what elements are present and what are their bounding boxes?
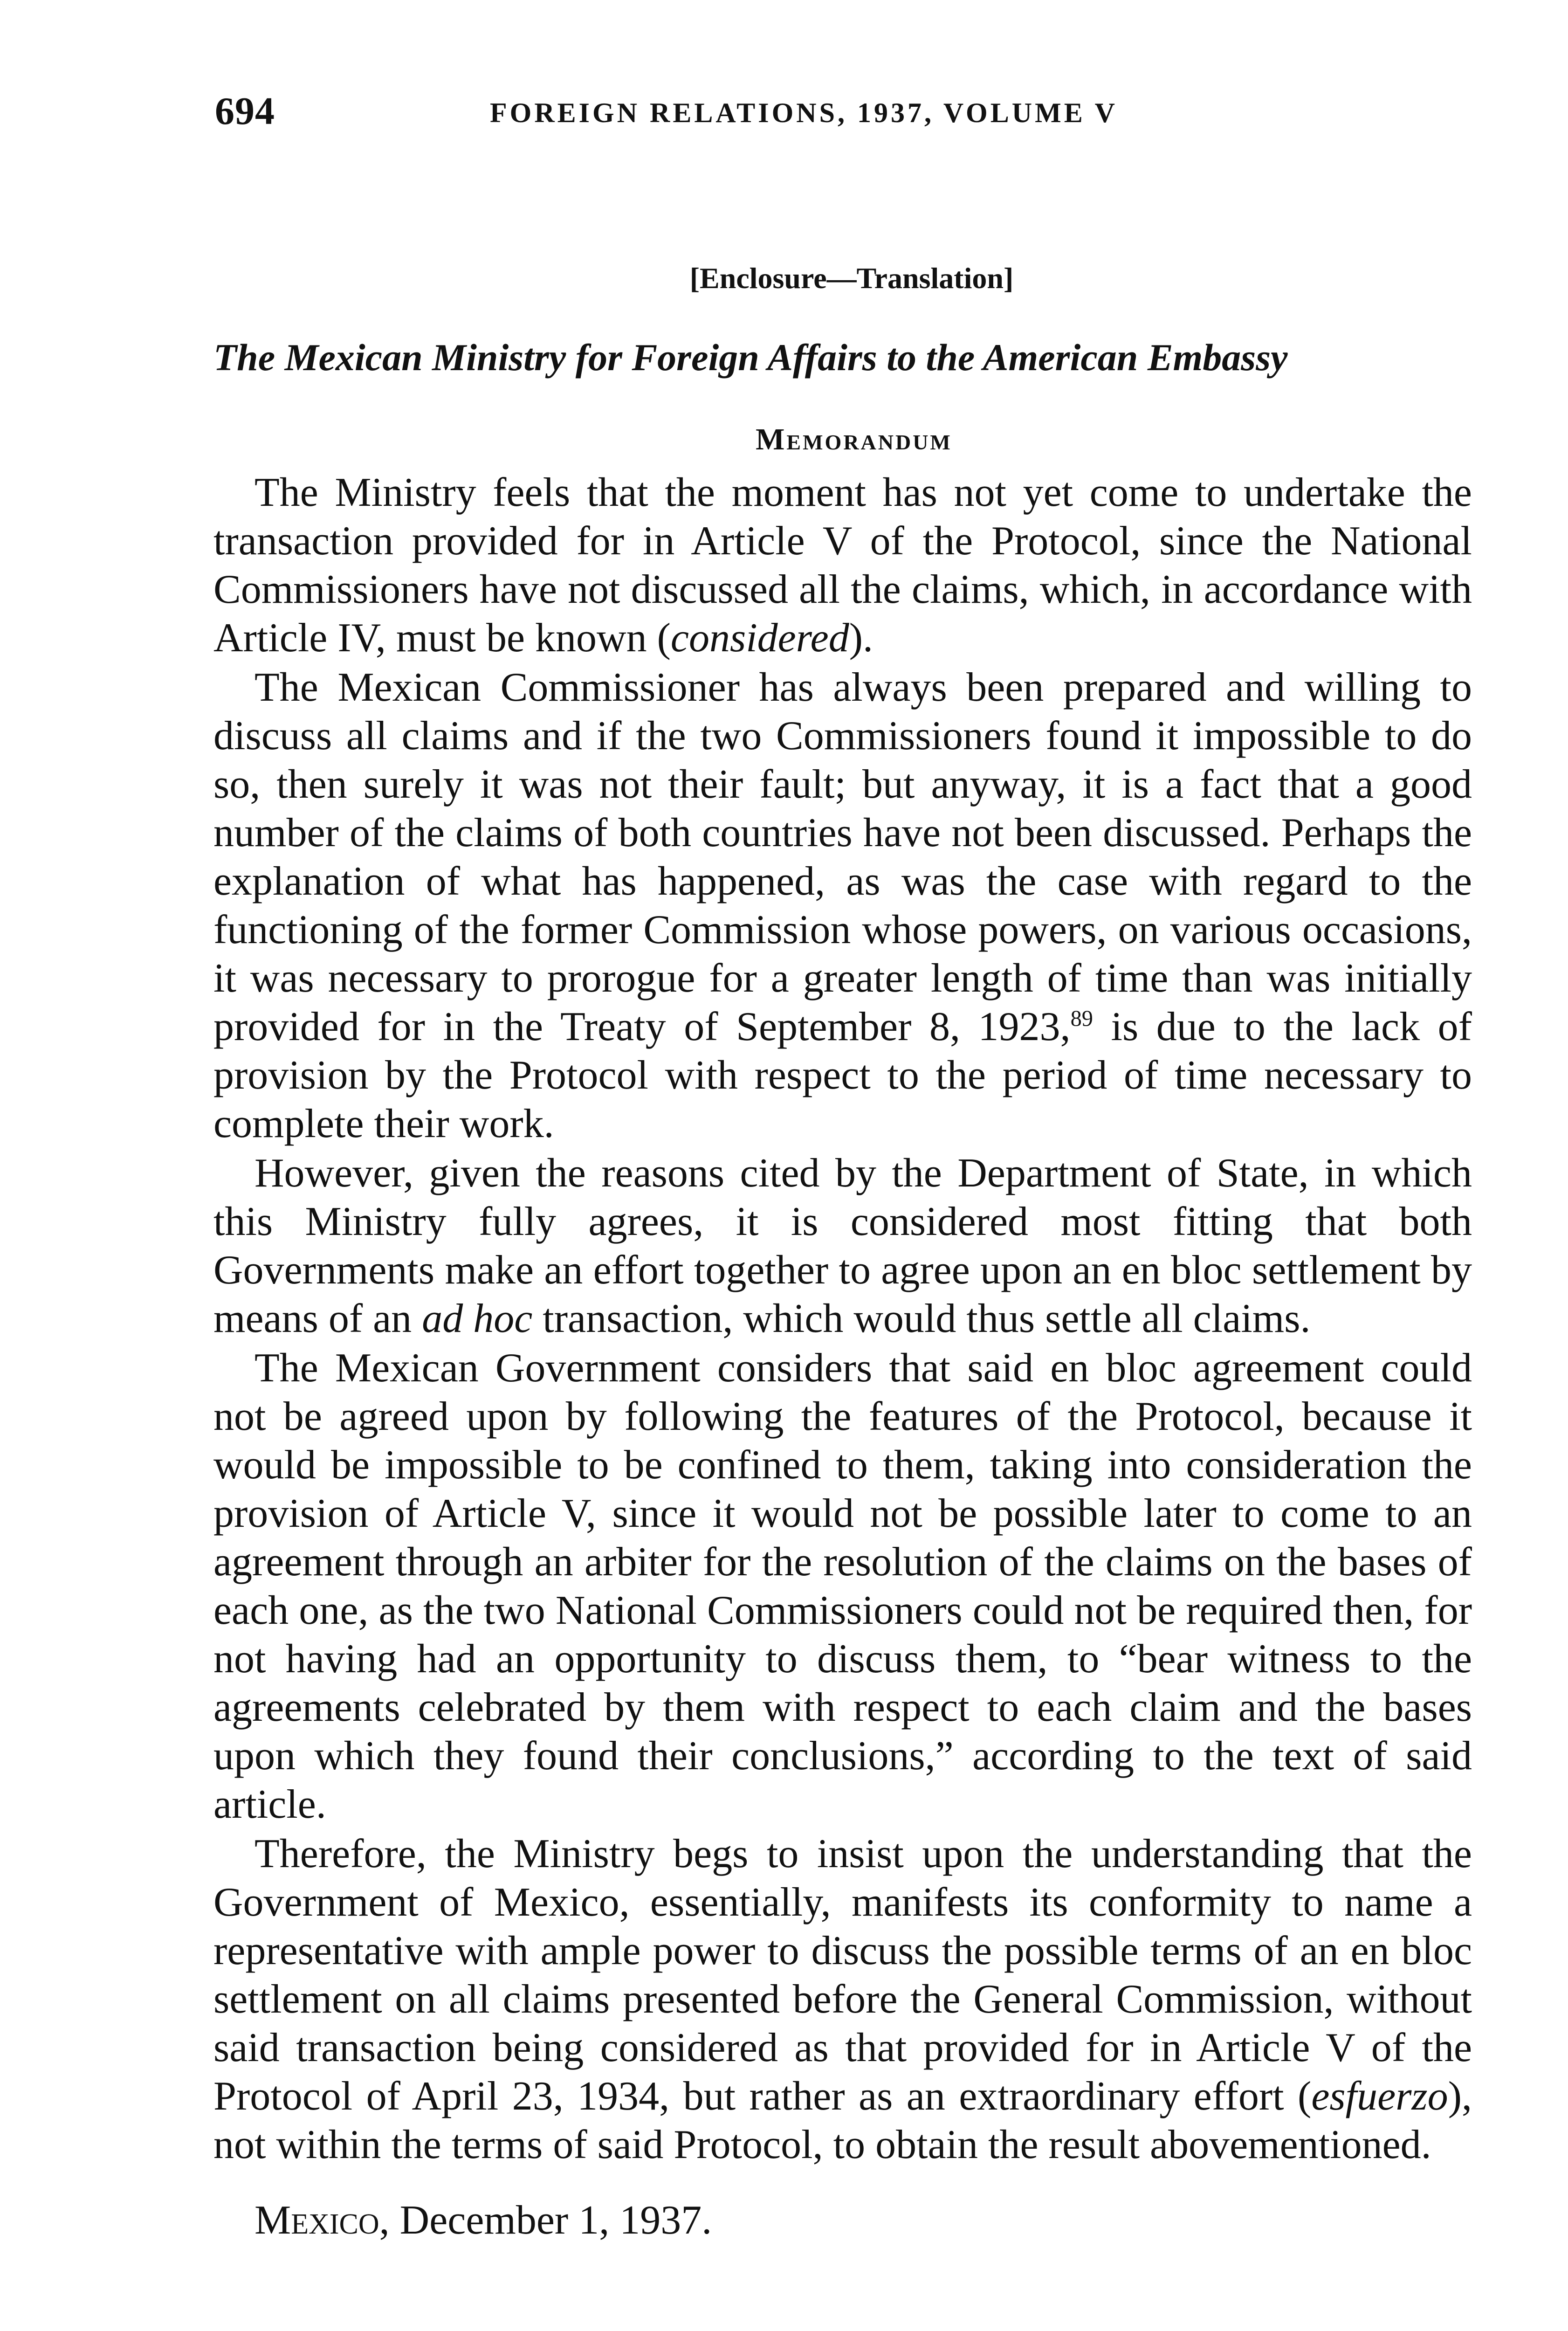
paragraph-5-italic: esfuerzo (1311, 2074, 1448, 2119)
paragraph-5-text: Therefore, the Ministry begs to insist upon the understanding that the Government of Mexico, essentially, manifests its conformity to name a representative with ample power to discuss the possible terms of an en bloc settlement on all claims presented before the General Commission, without said transaction being considered as that provided for in Article V of the Protocol of April 23, 1934, but rather as an extraordinary effort ( (213, 1831, 1472, 2119)
paragraph-1-end: ). (849, 615, 873, 661)
document-heading: The Mexican Ministry for Foreign Affairs to the American Embassy (213, 336, 1288, 379)
memorandum-body (213, 469, 1472, 2245)
paragraph-3-italic: ad hoc (422, 1296, 533, 1341)
paragraph-4: The Mexican Government considers that said en bloc agreement could not be agreed upon by following the features of the Protocol, because it would be impossible to be confined to them, taking into consideration the provision of Article V, since it would not be possible later to come to an agreement through an arbiter for the resolution of the claims on the bases of each one, as the two National Commissioners could not be required then, for not having had an opportunity to discuss them, to “bear witness to the agreements celebrated by them with respect to each claim and the bases upon which they found their conclusions,” according to the text of said article. (213, 1345, 1472, 1827)
running-title: FOREIGN RELATIONS, 1937, VOLUME V (490, 97, 1118, 128)
paragraph-3-end: transaction, which would thus settle all claims. (532, 1296, 1311, 1341)
dateline-date: , December 1, 1937. (379, 2198, 712, 2243)
footnote-reference: 89 (1070, 1006, 1093, 1031)
paragraph-1 (213, 469, 1472, 662)
memorandum-title: Memorandum (756, 422, 952, 456)
paragraph-2-text: The Mexican Commissioner has always been prepared and willing to discuss all claims and if the two Commissioners found it impossible to do so, then surely it was not their fault; but anyway, it is a fact that a good number of the claims of both countries have not been discussed. Perhaps the explanation of what has happened, as was the case with regard to the functioning of the former Commission whose powers, on various occasions, it was necessary to prorogue for a greater length of time than was initially provided for in the Treaty of September 8, 1923, (213, 665, 1472, 1049)
running-header (215, 89, 1473, 140)
paragraph-3 (213, 1149, 1472, 1343)
paragraph-3-text: However, given the reasons cited by the Department of State, in which this Ministry fully agrees, it is considered most fitting that both Governments make an effort together to agree upon an en bloc settlement by means of an (213, 1151, 1472, 1341)
dateline (213, 2196, 1472, 2245)
paragraph-5 (213, 1830, 1472, 2169)
paragraph-1-text: The Ministry feels that the moment has not yet come to undertake the transaction provided for in Article V of the Protocol, since the National Commissioners have not discussed all the claims, which, in accordance with Article IV, must be known ( (213, 470, 1472, 661)
paragraph-2 (213, 663, 1472, 1148)
paragraph-2-end: is due to the lack of provision by the Protocol with respect to the period of time necessary to complete their work. (213, 1004, 1472, 1146)
page-number: 694 (215, 90, 275, 133)
paragraph-1-italic: considered (670, 615, 849, 661)
dateline-place: Mexico (254, 2198, 379, 2243)
paragraph-5-end: ), not within the terms of said Protocol, to obtain the result abovementioned. (213, 2074, 1472, 2167)
enclosure-label: [Enclosure—Translation] (689, 262, 1014, 295)
